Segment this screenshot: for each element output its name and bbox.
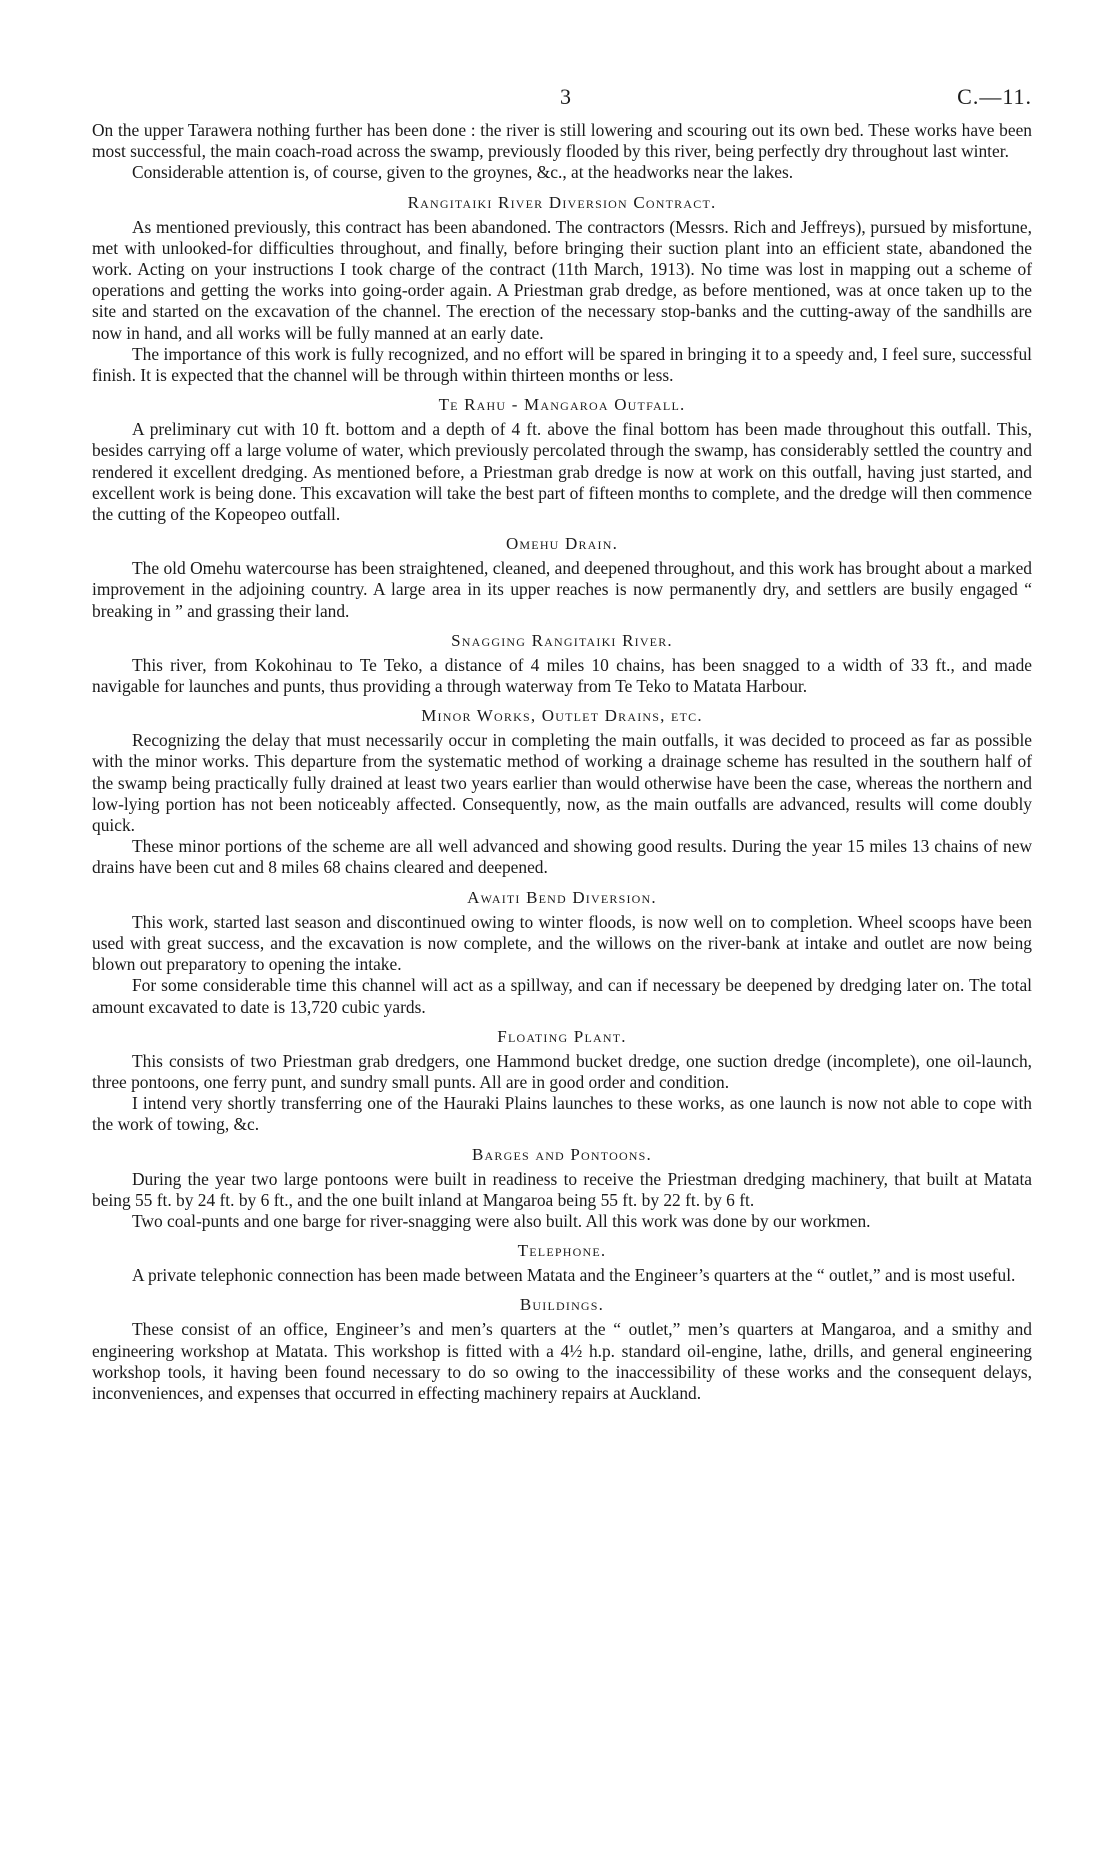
paragraph: A preliminary cut with 10 ft. bottom and a depth of 4 ft. above the final bottom has been made throughout this outfall. This, besides carrying off a large volume of water, which previously percolated through the swamp, has considerably settled the country and rendered it excellent dredging. As mentioned before, a Priestman grab dredge is now at work on this outfall, having just started, and excellent work is being done. This excavation will take the best part of fifteen months to complete, and the dredge will then commence the cutting of the Kopeopeo outfall. [92,419,1032,525]
document-section [92,706,1032,878]
section-heading: Barges and Pontoons. [472,1144,652,1164]
page-header [92,84,1032,120]
section-heading: Te Rahu - Mangaroa Outfall. [438,395,686,415]
paragraph: These minor portions of the scheme are all well advanced and showing good results. During the year 15 miles 13 chains of new drains have been cut and 8 miles 68 chains cleared and deepened. [92,836,1032,878]
paragraph: This work, started last season and discontinued owing to winter floods, is now well on to completion. Wheel scoops have been used with great success, and the excavation is now complete, and the willows on the river-bank at intake and outlet are now being blown out preparatory to opening the intake. [92,911,1032,975]
section-heading: Omehu Drain. [505,534,619,554]
paragraph: During the year two large pontoons were built in readiness to receive the Priestman dredging machinery, that built at Matata being 55 ft. by 24 ft. by 6 ft., and the one built inland at Mangaroa being 55 ft. by 22 ft. by 6 ft. [92,1168,1032,1210]
document-reference: C.—11. [957,84,1032,109]
paragraph: Considerable attention is, of course, given to the groynes, &c., at the headworks near the lakes. [132,162,794,183]
document-section [92,120,1032,184]
document-section [92,193,1032,387]
section-heading: Buildings. [519,1295,605,1315]
paragraph: This consists of two Priestman grab dredgers, one Hammond bucket dredge, one suction dredge (incomplete), one oil-launch, three pontoons, one ferry punt, and sundry small punts. All are in good order and condition. [92,1050,1032,1092]
document-section [92,534,1032,622]
page-number: 3 [560,84,571,109]
paragraph: The old Omehu watercourse has been straightened, cleaned, and deepened throughout, and this work has brought about a marked improvement in the adjoining country. A large area in its upper reaches is now permanently dry, and settlers are busily engaged “ breaking in ” and grassing their land. [92,558,1032,621]
document-section [92,1145,1032,1233]
section-heading: Floating Plant. [497,1026,627,1046]
document-section [92,1241,1032,1286]
paragraph: These consist of an office, Engineer’s and men’s quarters at the “ outlet,” men’s quarters at Mangaroa, and a smithy and engineering workshop at Matata. This workshop is fitted with a 4½ h.p. standard oil-engine, lathe, drills, and general engineering workshop tools, it having been found necessary to do so owing to the inaccessibility of these works and the consequent delays, inconveniences, and expenses that occurred in effecting machinery repairs at Auckland. [92,1319,1032,1403]
paragraph: I intend very shortly transferring one of the Hauraki Plains launches to these works, as one launch is now not able to cope with the work of towing, &c. [92,1093,1032,1135]
document-section [92,395,1032,525]
paragraph: As mentioned previously, this contract has been abandoned. The contractors (Messrs. Rich and Jeffreys), pursued by misfortune, met with unlooked-for difficulties throughout, and finally, before bringing their suction plant into an efficient state, abandoned the work. Acting on your instructions I took charge of the contract (11th March, 1913). No time was lost in mapping out a scheme of operations and getting the works into going-order again. A Priestman grab dredge, as before mentioned, was at once taken up to the site and started on the excavation of the channel. The erection of the necessary stop-banks and the cutting-away of the sandhills are now in hand, and all works will be fully manned at an early date. [92,216,1032,343]
paragraph: For some considerable time this channel will act as a spillway, and can if necessary be deepened by dredging later on. The total amount excavated to date is 13,720 cubic yards. [92,975,1032,1017]
paragraph: Recognizing the delay that must necessarily occur in completing the main outfalls, it was decided to proceed as far as possible with the minor works. This departure from the systematic method of working a drainage scheme has resulted in the southern half of the swamp being practically fully drained at least two years earlier than would otherwise have been the case, whereas the northern and low-lying portion has not been noticeably affected. Consequently, now, as the main outfalls are advanced, results will come doubly quick. [92,730,1032,836]
paragraph: A private telephonic connection has been made between Matata and the Engineer’s quarters at the “ outlet,” and is most useful. [132,1265,1016,1286]
section-heading: Rangitaiki River Diversion Contract. [407,192,717,212]
document-section [92,631,1032,697]
paragraph: The importance of this work is fully recognized, and no effort will be spared in bringing it to a speedy and, I feel sure, successful finish. It is expected that the channel will be through within thirteen months or less. [92,343,1032,386]
paragraph: On the upper Tarawera nothing further has been done : the river is still lowering and scouring out its own bed. These works have been most successful, the main coach-road across the swamp, previously flooded by this river, being perfectly dry throughout last winter. [92,120,1032,162]
section-heading: Minor Works, Outlet Drains, etc. [421,706,703,726]
section-heading: Telephone. [517,1241,607,1261]
document-body [92,120,1032,1404]
document-section [92,1027,1032,1136]
document-section [92,1295,1032,1404]
paragraph: Two coal-punts and one barge for river-snagging were also built. All this work was done by our workmen. [132,1210,871,1231]
document-section [92,888,1032,1018]
section-heading: Snagging Rangitaiki River. [451,630,673,650]
document-page [92,84,1032,1404]
paragraph: This river, from Kokohinau to Te Teko, a distance of 4 miles 10 chains, has been snagged to a width of 33 ft., and made navigable for launches and punts, thus providing a through waterway from Te Teko to Matata Harbour. [92,654,1032,697]
section-heading: Awaiti Bend Diversion. [467,887,657,907]
